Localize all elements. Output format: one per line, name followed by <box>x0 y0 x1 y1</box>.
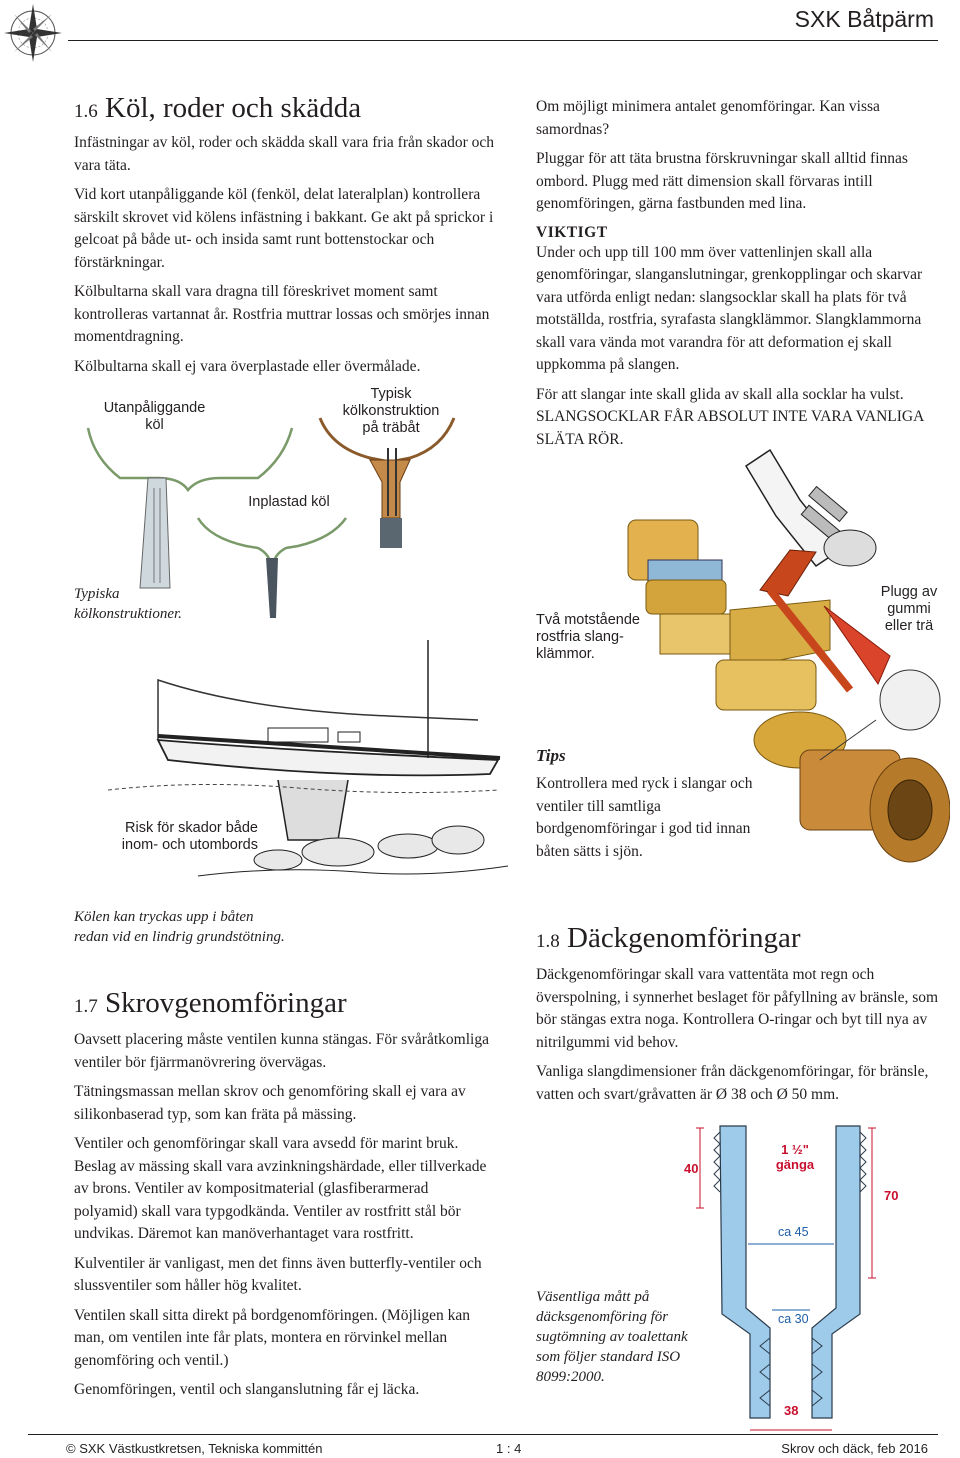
label-outer-keel: Utanpåliggande köl <box>103 400 206 433</box>
section-1-6-paragraph: Kölbultarna skall vara dragna till föreskrivet moment samt kontrolleras vartannat år. Rostfria muttrar lossas och smörjes innan momentdragning. <box>74 283 490 345</box>
footer-right: Skrov och däck, feb 2016 <box>781 1441 928 1456</box>
dim-thread-label: 1 ½" gänga <box>775 1142 815 1172</box>
label-wooden-keel: Typisk kölkonstruktion på träbåt <box>342 386 440 436</box>
section-1-7-paragraph: Oavsett placering måste ventilen kunna stängas. För svåråtkomliga ventiler bör fjärrmanövrering övervägas. <box>74 1031 489 1071</box>
boat-figure-caption: Kölen kan tryckas upp i båten redan vid en lindrig grundstötning. <box>74 909 285 945</box>
label-damage-risk: Risk för skador både inom- och utombords <box>121 820 258 853</box>
header-rule <box>68 40 938 41</box>
right-column-top <box>536 96 936 458</box>
tips-text: Kontrollera med ryck i slangar och ventiler till samtliga bordgenomföringar i god tid innan båten sätts i sjön. <box>536 775 753 860</box>
grounded-boat-illustration <box>98 640 518 900</box>
dim-ca30-label: ca 30 <box>778 1312 809 1326</box>
footer-rule <box>28 1434 938 1435</box>
section-1-6-paragraph: Infästningar av köl, roder och skädda skall vara fria från skador och vara täta. <box>74 134 495 174</box>
section-1-7-number: 1.7 <box>74 996 98 1017</box>
section-1-8-paragraph: Däckgenomföringar skall vara vattentäta mot regn och överspolning, i synnerhet beslaget för påfyllning av bränsle, som bör stängas extra noga. Kontrollera O-ringar och byt till nya av nitrilgummi vid behov. <box>536 966 939 1051</box>
section-1-7-paragraph: Tätningsmassan mellan skrov och genomföring skall ej vara av silikonbaserad typ, som kan fräta på mässing. <box>74 1083 466 1123</box>
tips-box <box>536 745 776 870</box>
right-paragraph: Pluggar för att täta brustna förskruvningar skall alltid finnas ombord. Plugg med rätt dimension skall förvaras intill genomföringen, gärna fastbunden med lina. <box>536 150 908 212</box>
section-1-8 <box>536 922 946 1113</box>
section-1-7-paragraph: Genomföringen, ventil och slanganslutning får ej läcka. <box>74 1381 420 1398</box>
label-laminated-keel: Inplastad köl <box>248 494 330 510</box>
keel-figure-caption: Typiska kölkonstruktioner. <box>74 586 182 622</box>
dim-70-label: 70 <box>884 1188 899 1203</box>
section-1-6 <box>74 92 504 385</box>
dim-ca45-label: ca 45 <box>778 1225 809 1239</box>
label-plug: Plugg av gummi eller trä <box>880 584 938 634</box>
section-1-7-title: Skrovgenomföringar <box>105 987 347 1019</box>
footer-left: © SXK Västkustkretsen, Tekniska kommittén <box>66 1441 323 1456</box>
dim-40-label: 40 <box>684 1161 699 1176</box>
section-1-7-heading <box>74 987 494 1023</box>
section-1-6-paragraph: Vid kort utanpåliggande köl (fenköl, delat lateralplan) kontrollera särskilt skrovet vid kölens infästning i bakkant. Ge akt på sprickor i gelcoat på både ut- och insida samt runt bottenstockar och förstärkningar. <box>74 186 494 271</box>
section-1-7-paragraph: Ventiler och genomföringar skall vara avsedd för marint bruk. Beslag av mässing skall vara avzinkningshärdade, eller tillverkade av brons. Ventiler av kompositmaterial (glasfiberarmerad polyamid) skall vara typgodkända. Ventiler av rostfritt stål bör undvikas. Däremot kan manöverhantaget vara rostfritt. <box>74 1135 487 1242</box>
section-1-7-paragraph: Kulventiler är vanligast, men det finns även butterfly-ventiler och slussventiler som håller hög kvalitet. <box>74 1254 482 1294</box>
fitting-figure-caption: Väsentliga mått på däcksgenomföring för sugtömning av toalettank som följer standard ISO 8099:2000. <box>536 1289 688 1385</box>
dim-38-label: 38 <box>784 1403 799 1418</box>
footer-page-number: 1 : 4 <box>496 1441 522 1456</box>
section-1-6-number: 1.6 <box>74 101 98 122</box>
section-1-7-paragraph: Ventilen skall sitta direkt på bordgenomföringen. (Möjligen kan man, om ventilen inte får plats, montera en rörvinkel mellan genomföring och ventil.) <box>74 1306 471 1369</box>
section-1-8-title: Däckgenomföringar <box>567 922 801 954</box>
label-hose-clamps: Två motstående rostfria slang- klämmor. <box>536 612 640 662</box>
section-1-8-heading <box>536 922 946 958</box>
compass-rose-logo <box>2 2 64 64</box>
section-1-8-number: 1.8 <box>536 931 560 952</box>
viktigt-paragraph: För att slangar inte skall glida av skall alla socklar ha vulst. SLANGSOCKLAR FÅR ABSOLUT INTE VARA VANLIGA SLÄTA RÖR. <box>536 385 924 448</box>
right-paragraph: Om möjligt minimera antalet genomföringar. Kan vissa samordnas? <box>536 98 880 138</box>
section-1-6-paragraph: Kölbultarna skall ej vara överplastade eller övermålade. <box>74 357 421 375</box>
document-header-title: SXK Båtpärm <box>794 6 934 32</box>
section-1-6-title: Köl, roder och skädda <box>105 92 362 124</box>
section-1-8-paragraph: Vanliga slangdimensioner från däckgenomföringar, för bränsle, vatten och svart/gråvatten är Ø 38 och Ø 50 mm. <box>536 1063 929 1103</box>
section-1-7 <box>74 987 494 1409</box>
tips-heading: Tips <box>536 746 566 765</box>
viktigt-paragraph: Under och upp till 100 mm över vattenlinjen skall alla genomföringar, slanganslutningar, grenkopplingar och skarvar vara utförda enligt nedan: slangsocklar skall ha plats för två motställda, rostfria, syrafasta slangklämmor. Slangklammorna skall vara vända mot varandra för att deformation ej skall uppkomma på slangen. <box>536 243 923 373</box>
section-1-6-heading <box>74 92 504 128</box>
viktigt-heading: VIKTIGT <box>536 223 608 241</box>
